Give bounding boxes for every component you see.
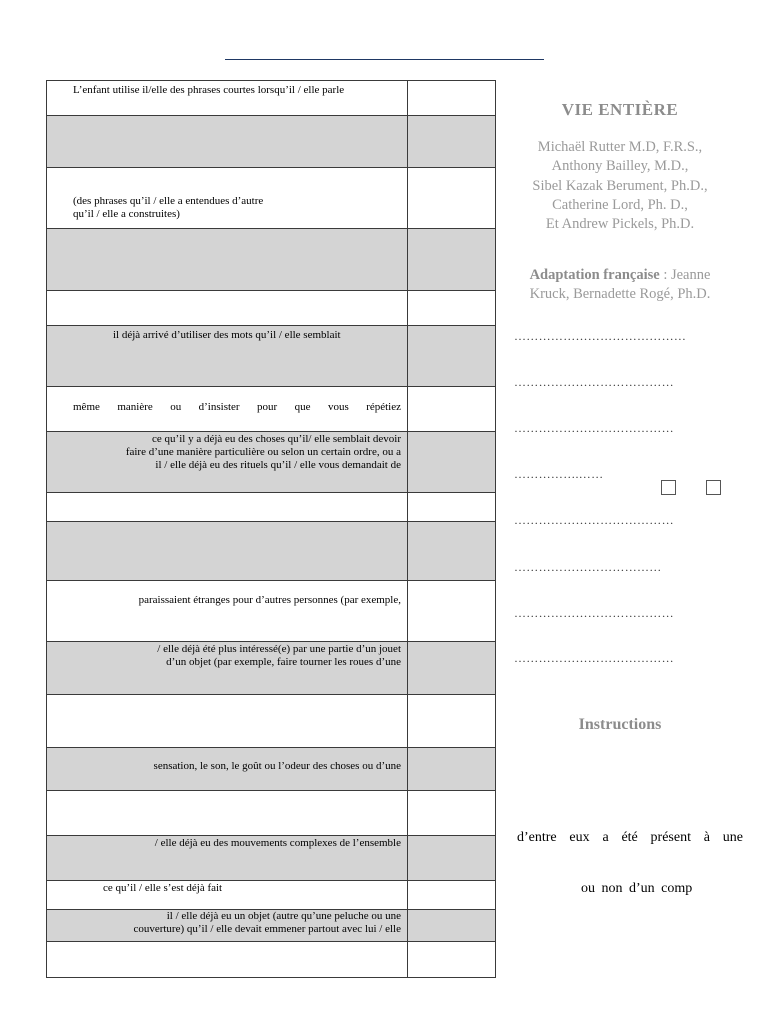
answer-cell[interactable] [408, 791, 496, 836]
answer-cell[interactable] [408, 910, 496, 942]
question-cell [47, 291, 408, 326]
question-row [47, 291, 496, 326]
answer-cell[interactable] [408, 493, 496, 522]
question-row [47, 168, 496, 229]
question-text: il / elle déjà eu un objet (autre qu’une peluche ou une couverture) qu’il / elle devait emmener partout avec lui / elle [133, 910, 401, 935]
question-text: ce qu’il / elle s’est déjà fait [103, 882, 223, 894]
answer-cell[interactable] [408, 326, 496, 387]
checkbox-1[interactable] [661, 480, 676, 495]
question-text: L’enfant utilise il/elle des phrases courtes lorsqu’il / elle parle [73, 84, 345, 96]
question-row [47, 942, 496, 978]
question-row [47, 581, 496, 642]
question-cell [47, 942, 408, 978]
author-line: Sibel Kazak Berument, Ph.D., [532, 177, 708, 194]
question-cell [47, 116, 408, 168]
question-row [47, 881, 496, 910]
question-row [47, 522, 496, 581]
question-cell [47, 910, 408, 942]
question-row [47, 493, 496, 522]
author-line: Et Andrew Pickels, Ph.D. [545, 216, 695, 233]
answer-cell[interactable] [408, 291, 496, 326]
fill-in-line-4[interactable]: …………….…… [514, 467, 604, 481]
instructions-heading: Instructions [578, 716, 662, 733]
cover-panel [505, 0, 768, 1024]
answer-cell[interactable] [408, 695, 496, 748]
answer-cell[interactable] [408, 229, 496, 291]
question-row [47, 116, 496, 168]
question-text: même manière ou d’insister pour que vous répétiez [73, 401, 401, 413]
answer-cell[interactable] [408, 581, 496, 642]
fill-in-line-2[interactable]: ………………………………… [514, 375, 674, 389]
answer-cell[interactable] [408, 168, 496, 229]
question-cell [47, 791, 408, 836]
question-text: / elle déjà eu des mouvements complexes de l’ensemble [154, 837, 401, 849]
question-row [47, 432, 496, 493]
answer-cell[interactable] [408, 116, 496, 168]
question-cell [47, 168, 408, 229]
question-cell [47, 695, 408, 748]
answer-cell[interactable] [408, 387, 496, 432]
instructions-text-2: ou non d’un comp [581, 881, 693, 896]
question-cell [47, 493, 408, 522]
author-line: Michaël Rutter M.D, F.R.S., [537, 139, 703, 155]
answer-cell[interactable] [408, 642, 496, 695]
fill-in-line-8[interactable]: ………………………………… [514, 651, 674, 665]
question-cell [47, 229, 408, 291]
question-cell [47, 522, 408, 581]
question-cell [47, 432, 408, 493]
header-rule [225, 59, 544, 60]
answer-cell[interactable] [408, 942, 496, 978]
question-cell [47, 387, 408, 432]
question-row [47, 910, 496, 942]
author-line: Catherine Lord, Ph. D., [552, 196, 688, 213]
checkbox-2[interactable] [706, 480, 721, 495]
question-cell [47, 581, 408, 642]
question-row [47, 387, 496, 432]
question-text: paraissaient étranges pour d’autres personnes (par exemple, [138, 594, 401, 606]
fill-in-line-1[interactable]: …………………………………… [514, 329, 687, 343]
question-cell [47, 748, 408, 791]
question-text: il déjà arrivé d’utiliser des mots qu’il / elle semblait [113, 329, 341, 341]
question-row [47, 81, 496, 116]
question-row [47, 229, 496, 291]
question-cell [47, 326, 408, 387]
fill-in-line-3[interactable]: ………………………………… [514, 421, 674, 435]
question-text: / elle déjà été plus intéressé(e) par une partie d’un jouet d’un objet (par exemple, faire tourner les roues d’une [157, 643, 401, 668]
adaptation-credit [505, 266, 735, 305]
question-text: (des phrases qu’il / elle a entendues d’autre qu’il / elle a construites) [73, 195, 264, 220]
author-list [505, 138, 735, 234]
question-row [47, 326, 496, 387]
questionnaire-table [46, 80, 496, 978]
question-row [47, 836, 496, 881]
answer-cell[interactable] [408, 836, 496, 881]
author-line: Anthony Bailley, M.D., [551, 158, 689, 175]
answer-cell[interactable] [408, 881, 496, 910]
question-cell [47, 81, 408, 116]
fill-in-line-6[interactable]: ……………………………… [514, 560, 662, 574]
adaptation-label: Adaptation française [529, 267, 660, 283]
fill-in-line-7[interactable]: ………………………………… [514, 606, 674, 620]
question-row [47, 748, 496, 791]
adaptation-text-2: Kruck, Bernadette Rogé, Ph.D. [529, 286, 711, 303]
question-row [47, 791, 496, 836]
question-text: ce qu’il y a déjà eu des choses qu’il/ elle semblait devoir faire d’une manière particulière ou selon un certain ordre, ou a il / elle déjà eu des rituels qu’il / elle vous demandait de [125, 433, 401, 471]
answer-cell[interactable] [408, 748, 496, 791]
adaptation-text: : Jeanne [659, 267, 711, 283]
question-row [47, 695, 496, 748]
fill-in-line-5[interactable]: ………………………………… [514, 513, 674, 527]
instructions-text-1: d’entre eux a été présent à une [517, 830, 743, 845]
answer-cell[interactable] [408, 81, 496, 116]
question-cell [47, 836, 408, 881]
question-text: sensation, le son, le goût ou l’odeur des choses ou d’une [153, 760, 401, 772]
document-title: VIE ENTIÈRE [561, 100, 679, 119]
answer-cell[interactable] [408, 432, 496, 493]
answer-cell[interactable] [408, 522, 496, 581]
question-row [47, 642, 496, 695]
question-cell [47, 642, 408, 695]
question-cell [47, 881, 408, 910]
